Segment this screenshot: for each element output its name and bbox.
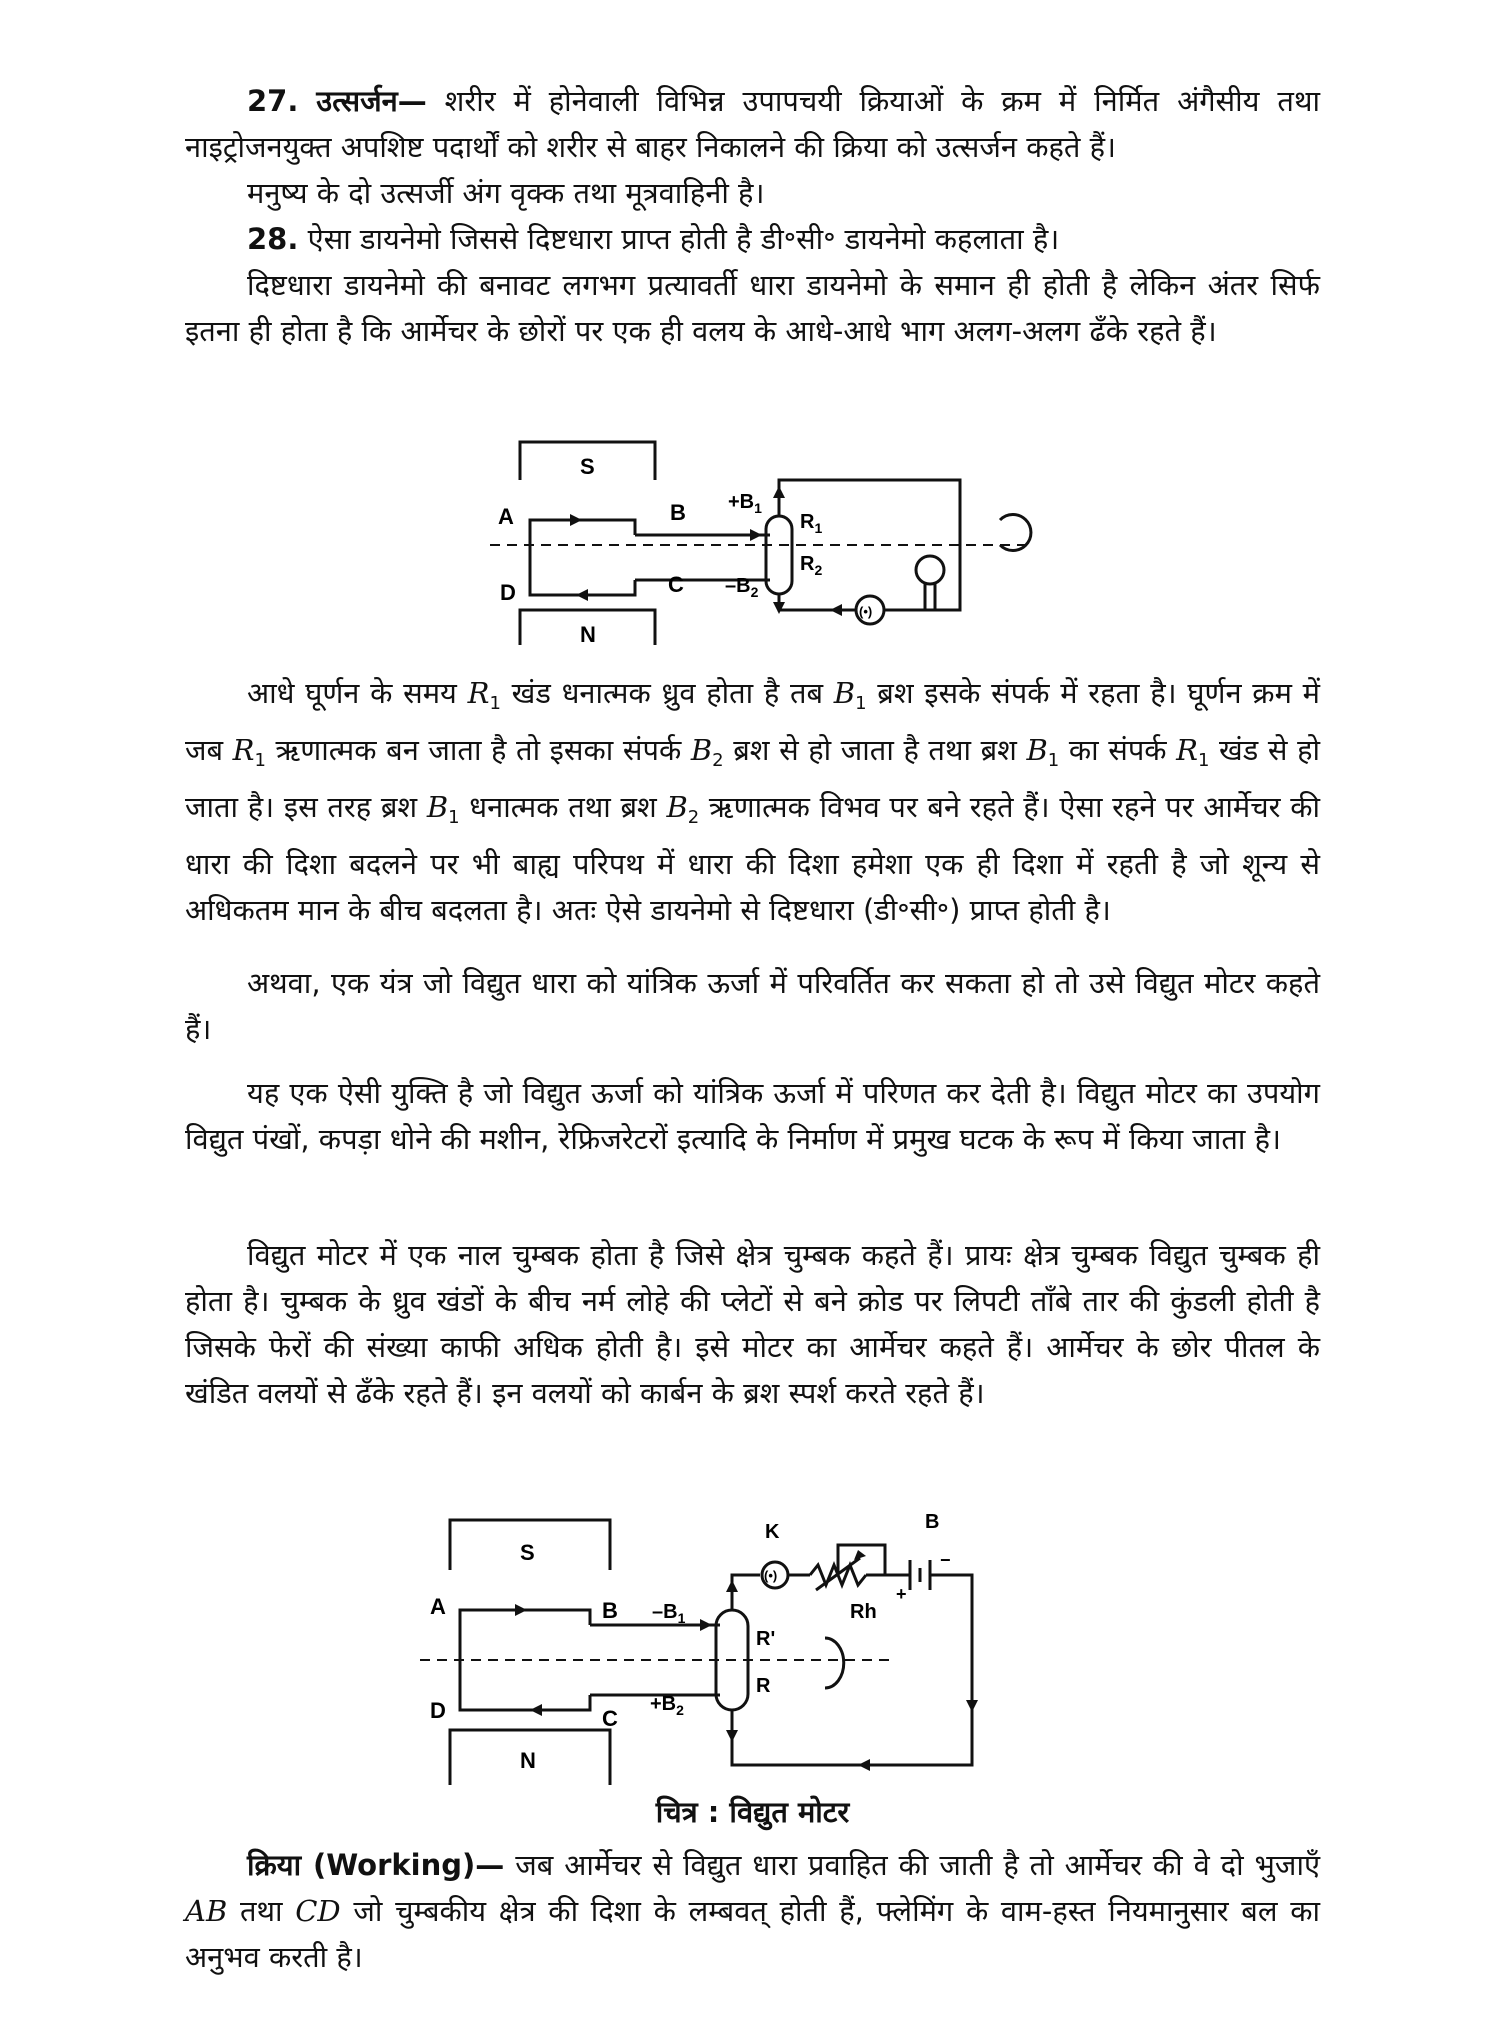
q28-intro: ऐसा डायनेमो जिससे दिष्टधारा प्राप्त होती है डी॰सी॰ डायनेमो कहलाता है। [307,222,1060,256]
fig1-meter-label: (•) [859,604,873,619]
rot-t5: ब्रश से हो जाता है तथा ब्रश [723,733,1027,767]
split-ring [766,516,792,594]
arrow-icon [700,1619,712,1631]
sub-1: 1 [489,693,501,714]
fig2-label-k: K [765,1521,780,1543]
arrow-icon [515,1604,527,1616]
symbol-b: B [666,790,688,824]
rot-t2: खंड धनात्मक ध्रुव होता है तब [500,676,834,710]
arrow-icon [750,529,762,541]
arrow-icon [726,1730,738,1742]
fig1-label-n: N [580,622,596,647]
q27-text: शरीर में होनेवाली विभिन्न उपापचयी क्रियाओं के क्रम में निर्मित अंगैसीय तथा नाइट्रोजनयुक्त अपशिष्ट पदार्थों को शरीर से बाहर निकालने की क्रिया को उत्सर्जन कहते हैं। [185,84,1320,164]
symbol-b: B [426,790,449,824]
working-heading: क्रिया (Working)— [247,1848,505,1882]
fig2-label-c: C [602,1706,618,1731]
fig2-minus: − [940,1550,951,1570]
fig2-key-label: (•) [764,1568,778,1583]
working-t2: तथा [227,1894,296,1928]
arrow-icon [570,514,582,526]
arrow-icon [576,589,588,601]
electric-motor-figure [420,1500,1060,1790]
arrow-icon [773,486,785,498]
arrow-icon [726,1580,738,1592]
sub-1: 1 [448,807,460,828]
figure-caption: चित्र : विद्युत मोटर [655,1795,850,1829]
q28-rotation-paragraph [185,670,1320,933]
fig2-label-battery: B [925,1511,940,1533]
q28-construction: दिष्टधारा डायनेमो की बनावट लगभग प्रत्यावर्ती धारा डायनेमो के समान ही होती है लेकिन अंतर सिर्फ इतना ही होता है कि आर्मेचर के छोरों पर एक ही वलय के आधे-आधे भाग अलग-अलग ढँके रहते हैं। [185,268,1320,348]
fig1-label-r1: $R_1$ [800,511,823,536]
symbol-r: R [232,733,255,767]
fig1-label-b: B [670,500,686,525]
rot-t7: खंड से हो जाता है। इस तरह ब्रश [185,733,1320,824]
arrow-icon [773,602,785,614]
symbol-cd: CD [295,1894,341,1928]
fig2-label-r: R [756,1675,771,1697]
sub-2: 2 [687,807,700,828]
fig2-label-n: N [520,1748,536,1773]
q28-working-paragraph [185,1842,1320,1980]
working-t3: जो चुम्बकीय क्षेत्र की दिशा के लम्बवत् होती हैं, फ्लेमिंग के वाम-हस्त नियमानुसार बल का अनुभव करती है। [185,1894,1320,1974]
fig2-plus: + [896,1584,907,1604]
arrow-icon [966,1700,978,1712]
arrow-icon [830,604,842,616]
symbol-b: B [833,676,856,710]
q28-intro-paragraph [185,216,1320,262]
fig2-label-rh: Rh [850,1601,877,1623]
q27-paragraph [185,78,1320,170]
dc-dynamo-figure [470,420,1050,650]
sub-1: 1 [1047,750,1060,771]
rot-t4: ऋणात्मक बन जाता है तो इसका संपर्क [265,733,691,767]
rot-t6: का संपर्क [1059,733,1177,767]
fig1-label-r2: $R_2$ [800,553,823,578]
symbol-b: B [690,733,713,767]
q28-or-motor: अथवा, एक यंत्र जो विद्युत धारा को यांत्रिक ऊर्जा में परिवर्तित कर सकता हो तो उसे विद्युत मोटर कहते हैं। [185,966,1320,1046]
fig1-label-c: C [668,572,684,597]
rot-t3: ब्रश इसके संपर्क में रहता है। घूर्णन क्रम में जब [185,676,1320,767]
q27-organs: मनुष्य के दो उत्सर्जी अंग वृक्क तथा मूत्रवाहिनी है। [247,176,765,210]
sub-2: 2 [712,750,724,771]
fig2-label-s: S [520,1540,535,1565]
arrow-icon [858,1759,870,1771]
fig2-label-r-prime: R' [756,1628,776,1650]
fig1-label-a: A [498,504,514,529]
symbol-r: R [1176,733,1199,767]
fig2-label-a: A [430,1594,446,1619]
bulb-icon [916,556,944,584]
rot-t1: आधे घूर्णन के समय [247,676,468,710]
fig2-label-d: D [430,1698,446,1723]
fig2-label-b1: $-B_1$ [652,1601,686,1626]
armature-coil [530,520,635,595]
q27-heading: उत्सर्जन— [316,84,427,118]
q28-device: यह एक ऐसी युक्ति है जो विद्युत ऊर्जा को यांत्रिक ऊर्जा में परिणत कर देती है। विद्युत मोटर का उपयोग विद्युत पंखों, कपड़ा धोने की मशीन, रेफ्रिजरेटरों इत्यादि के निर्माण में प्रमुख घटक के रूप में किया जाता है। [185,1076,1320,1156]
fig1-label-s: S [580,454,595,479]
symbol-r: R [467,676,490,710]
sub-1: 1 [855,693,867,714]
working-t1: जब आर्मेचर से विद्युत धारा प्रवाहित की जाती है तो आर्मेचर की वे दो भुजाएँ [504,1848,1320,1882]
fig1-label-b2: $-B_2$ [725,575,759,600]
q28-number: 28. [247,222,299,256]
q28-structure: विद्युत मोटर में एक नाल चुम्बक होता है जिसे क्षेत्र चुम्बक कहते हैं। प्रायः क्षेत्र चुम्बक विद्युत चुम्बक ही होता है। चुम्बक के ध्रुव खंडों के बीच नर्म लोहे की प्लेटों से बने क्रोड पर लिपटी ताँबे तार की कुंडली होती है जिसके फेरों की संख्या काफी अधिक होती है। इसे मोटर का आर्मेचर कहते हैं। आर्मेचर के छोर पीतल के खंडित वलयों से ढँके रहते हैं। इन वलयों को कार्बन के ब्रश स्पर्श करते रहते हैं। [185,1238,1320,1410]
fig1-label-b1: $+B_1$ [728,491,762,516]
symbol-ab: AB [185,1894,228,1928]
rot-t8: धनात्मक तथा ब्रश [459,790,667,824]
sub-1: 1 [1198,750,1210,771]
sub-1: 1 [254,750,266,771]
rot-t9: ऋणात्मक विभव पर बने रहते हैं। ऐसा रहने पर आर्मेचर की धारा की दिशा बदलने पर भी बाह्य परिपथ में धारा की दिशा हमेशा एक ही दिशा में रहती है जो शून्य से अधिकतम मान के बीच बदलता है। अतः ऐसे डायनेमो से दिष्टधारा (डी॰सी॰) प्राप्त होती है। [185,790,1320,927]
q27-number: 27. [247,84,299,118]
symbol-b: B [1026,733,1048,767]
fig2-label-b: B [602,1598,618,1623]
fig2-label-b2: $+B_2$ [650,1693,684,1718]
rotation-arrow-icon [825,1638,844,1688]
fig1-label-d: D [500,580,516,605]
arrow-icon [530,1704,542,1716]
